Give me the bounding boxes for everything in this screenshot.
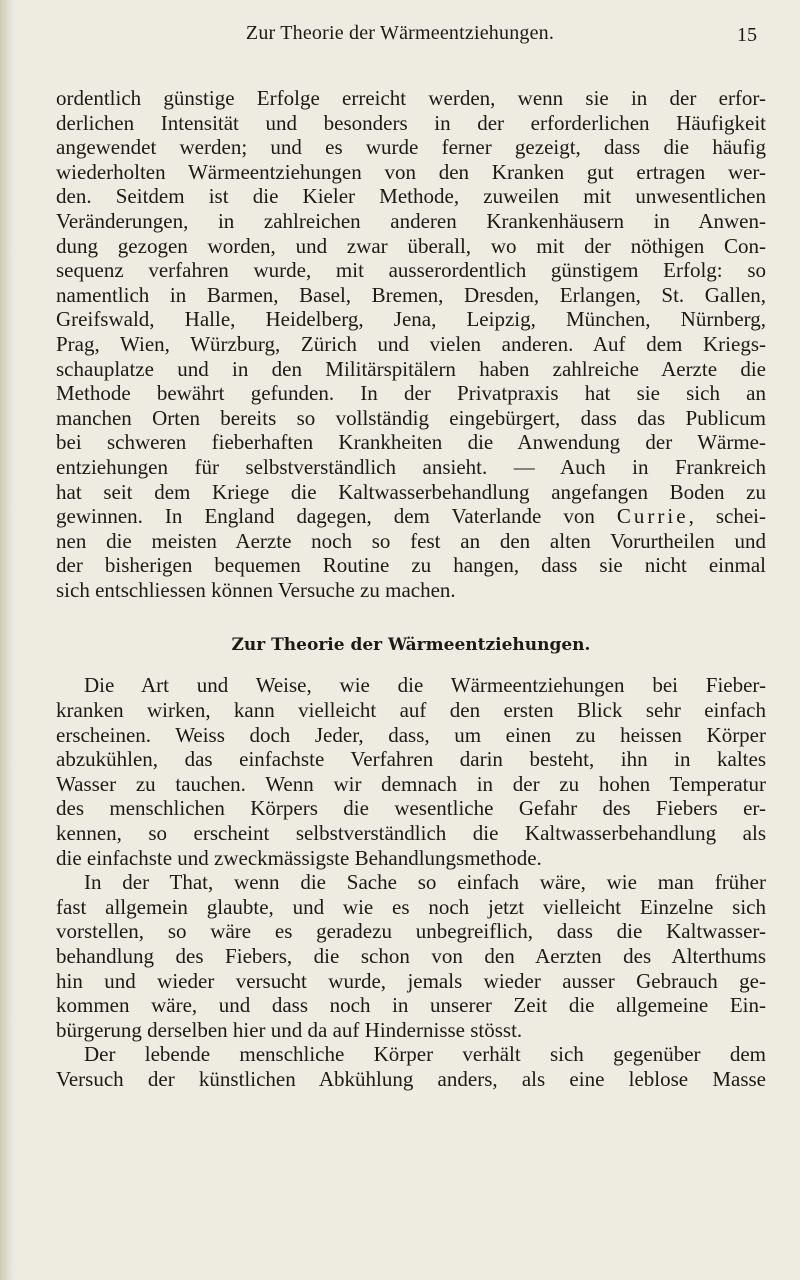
page-header [0, 22, 800, 52]
text-line: kennen, so erscheint selbstverständlich die Kaltwasserbehandlung als [56, 821, 766, 846]
text-line: abzukühlen, das einfachste Verfahren darin besteht, ihn in kaltes [56, 747, 766, 772]
text-segment: , schei- [688, 504, 766, 529]
page-edge-shadow [0, 0, 14, 1280]
text-line: bei schweren fieberhaften Krankheiten die Anwendung der Wärme- [56, 430, 766, 455]
paragraph-2 [56, 673, 766, 870]
text-line: kranken wirken, kann vielleicht auf den ersten Blick sehr einfach [56, 698, 766, 723]
paragraph-4 [56, 1042, 766, 1091]
text-line: hin und wieder versucht wurde, jemals wieder ausser Gebrauch ge- [56, 968, 766, 993]
text-line: bürgerung derselben hier und da auf Hindernisse stösst. [56, 1017, 523, 1042]
text-line: manchen Orten bereits so vollständig eingebürgert, dass das Publicum [56, 405, 766, 430]
text-line: ordentlich günstige Erfolge erreicht werden, wenn sie in der erfor- [56, 86, 766, 110]
text-line: hat seit dem Kriege die Kaltwasserbehandlung angefangen Boden zu [56, 479, 766, 504]
text-line: angewendet werden; und es wurde ferner gezeigt, dass die häufig [56, 135, 766, 160]
running-title: Zur Theorie der Wärmeentziehungen. [245, 22, 555, 44]
text-line: Veränderungen, in zahlreichen anderen Krankenhäusern in Anwen- [56, 208, 766, 233]
text-line: dung gezogen worden, und zwar überall, wo mit der nöthigen Con- [56, 233, 766, 258]
text-line [56, 504, 766, 529]
paragraph-1 [56, 86, 766, 602]
text-line: behandlung des Fiebers, die schon von den Aerzten des Alterthums [56, 944, 766, 968]
text-line: derlichen Intensität und besonders in der erforderlichen Häufigkeit [56, 110, 766, 135]
text-line: namentlich in Barmen, Basel, Bremen, Dresden, Erlangen, St. Gallen, [56, 282, 766, 307]
body-text [56, 86, 766, 1092]
page-number: 15 [737, 24, 757, 46]
text-line: des menschlichen Körpers die wesentliche Gefahr des Fiebers er- [56, 796, 766, 821]
text-line: sequenz verfahren wurde, mit ausserordentlich günstigem Erfolg: so [56, 258, 766, 283]
text-line: nen die meisten Aerzte noch so fest an den alten Vorurtheilen und [56, 528, 766, 553]
text-line: Versuch der künstlichen Abkühlung anders, als eine leblose Masse [56, 1066, 766, 1091]
spaced-name: Currie [616, 504, 689, 529]
text-line: Die Art und Weise, wie die Wärmeentziehungen bei Fieber- [84, 673, 766, 698]
text-line: wiederholten Wärmeentziehungen von den Kranken gut ertragen wer- [56, 159, 766, 184]
text-line: erscheinen. Weiss doch Jeder, dass, um einen zu heissen Körper [56, 722, 766, 747]
text-line: die einfachste und zweckmässigste Behandlungsmethode. [56, 845, 542, 870]
text-line: der bisherigen bequemen Routine zu hangen, dass sie nicht einmal [56, 553, 766, 578]
text-line: schauplatze und in den Militärspitälern haben zahlreiche Aerzte die [56, 356, 766, 381]
text-line: den. Seitdem ist die Kieler Methode, zuweilen mit unwesentlichen [56, 184, 766, 209]
text-line: sich entschliessen können Versuche zu machen. [56, 577, 456, 602]
text-segment: gewinnen. In England dagegen, dem Vaterlande von [56, 504, 617, 529]
text-line: Greifswald, Halle, Heidelberg, Jena, Leipzig, München, Nürnberg, [56, 307, 766, 332]
text-line: Wasser zu tauchen. Wenn wir demnach in der zu hohen Temperatur [56, 771, 766, 796]
text-line: Der lebende menschliche Körper verhält sich gegenüber dem [84, 1042, 766, 1067]
text-line: Methode bewährt gefunden. In der Privatpraxis hat sie sich an [56, 381, 766, 406]
text-line: Prag, Wien, Würzburg, Zürich und vielen anderen. Auf dem Kriegs- [56, 331, 766, 356]
text-line: entziehungen für selbstverständlich ansieht. — Auch in Frankreich [56, 454, 766, 479]
text-line: In der That, wenn die Sache so einfach wäre, wie man früher [84, 870, 766, 895]
paragraph-3 [56, 870, 766, 1042]
text-line: fast allgemein glaubte, und wie es noch jetzt vielleicht Einzelne sich [56, 894, 766, 919]
text-line: vorstellen, so wäre es geradezu unbegreiflich, dass die Kaltwasser- [56, 919, 766, 944]
section-heading: Zur Theorie der Wärmeentziehungen. [231, 635, 591, 656]
text-line: kommen wäre, und dass noch in unserer Zeit die allgemeine Ein- [56, 993, 766, 1018]
